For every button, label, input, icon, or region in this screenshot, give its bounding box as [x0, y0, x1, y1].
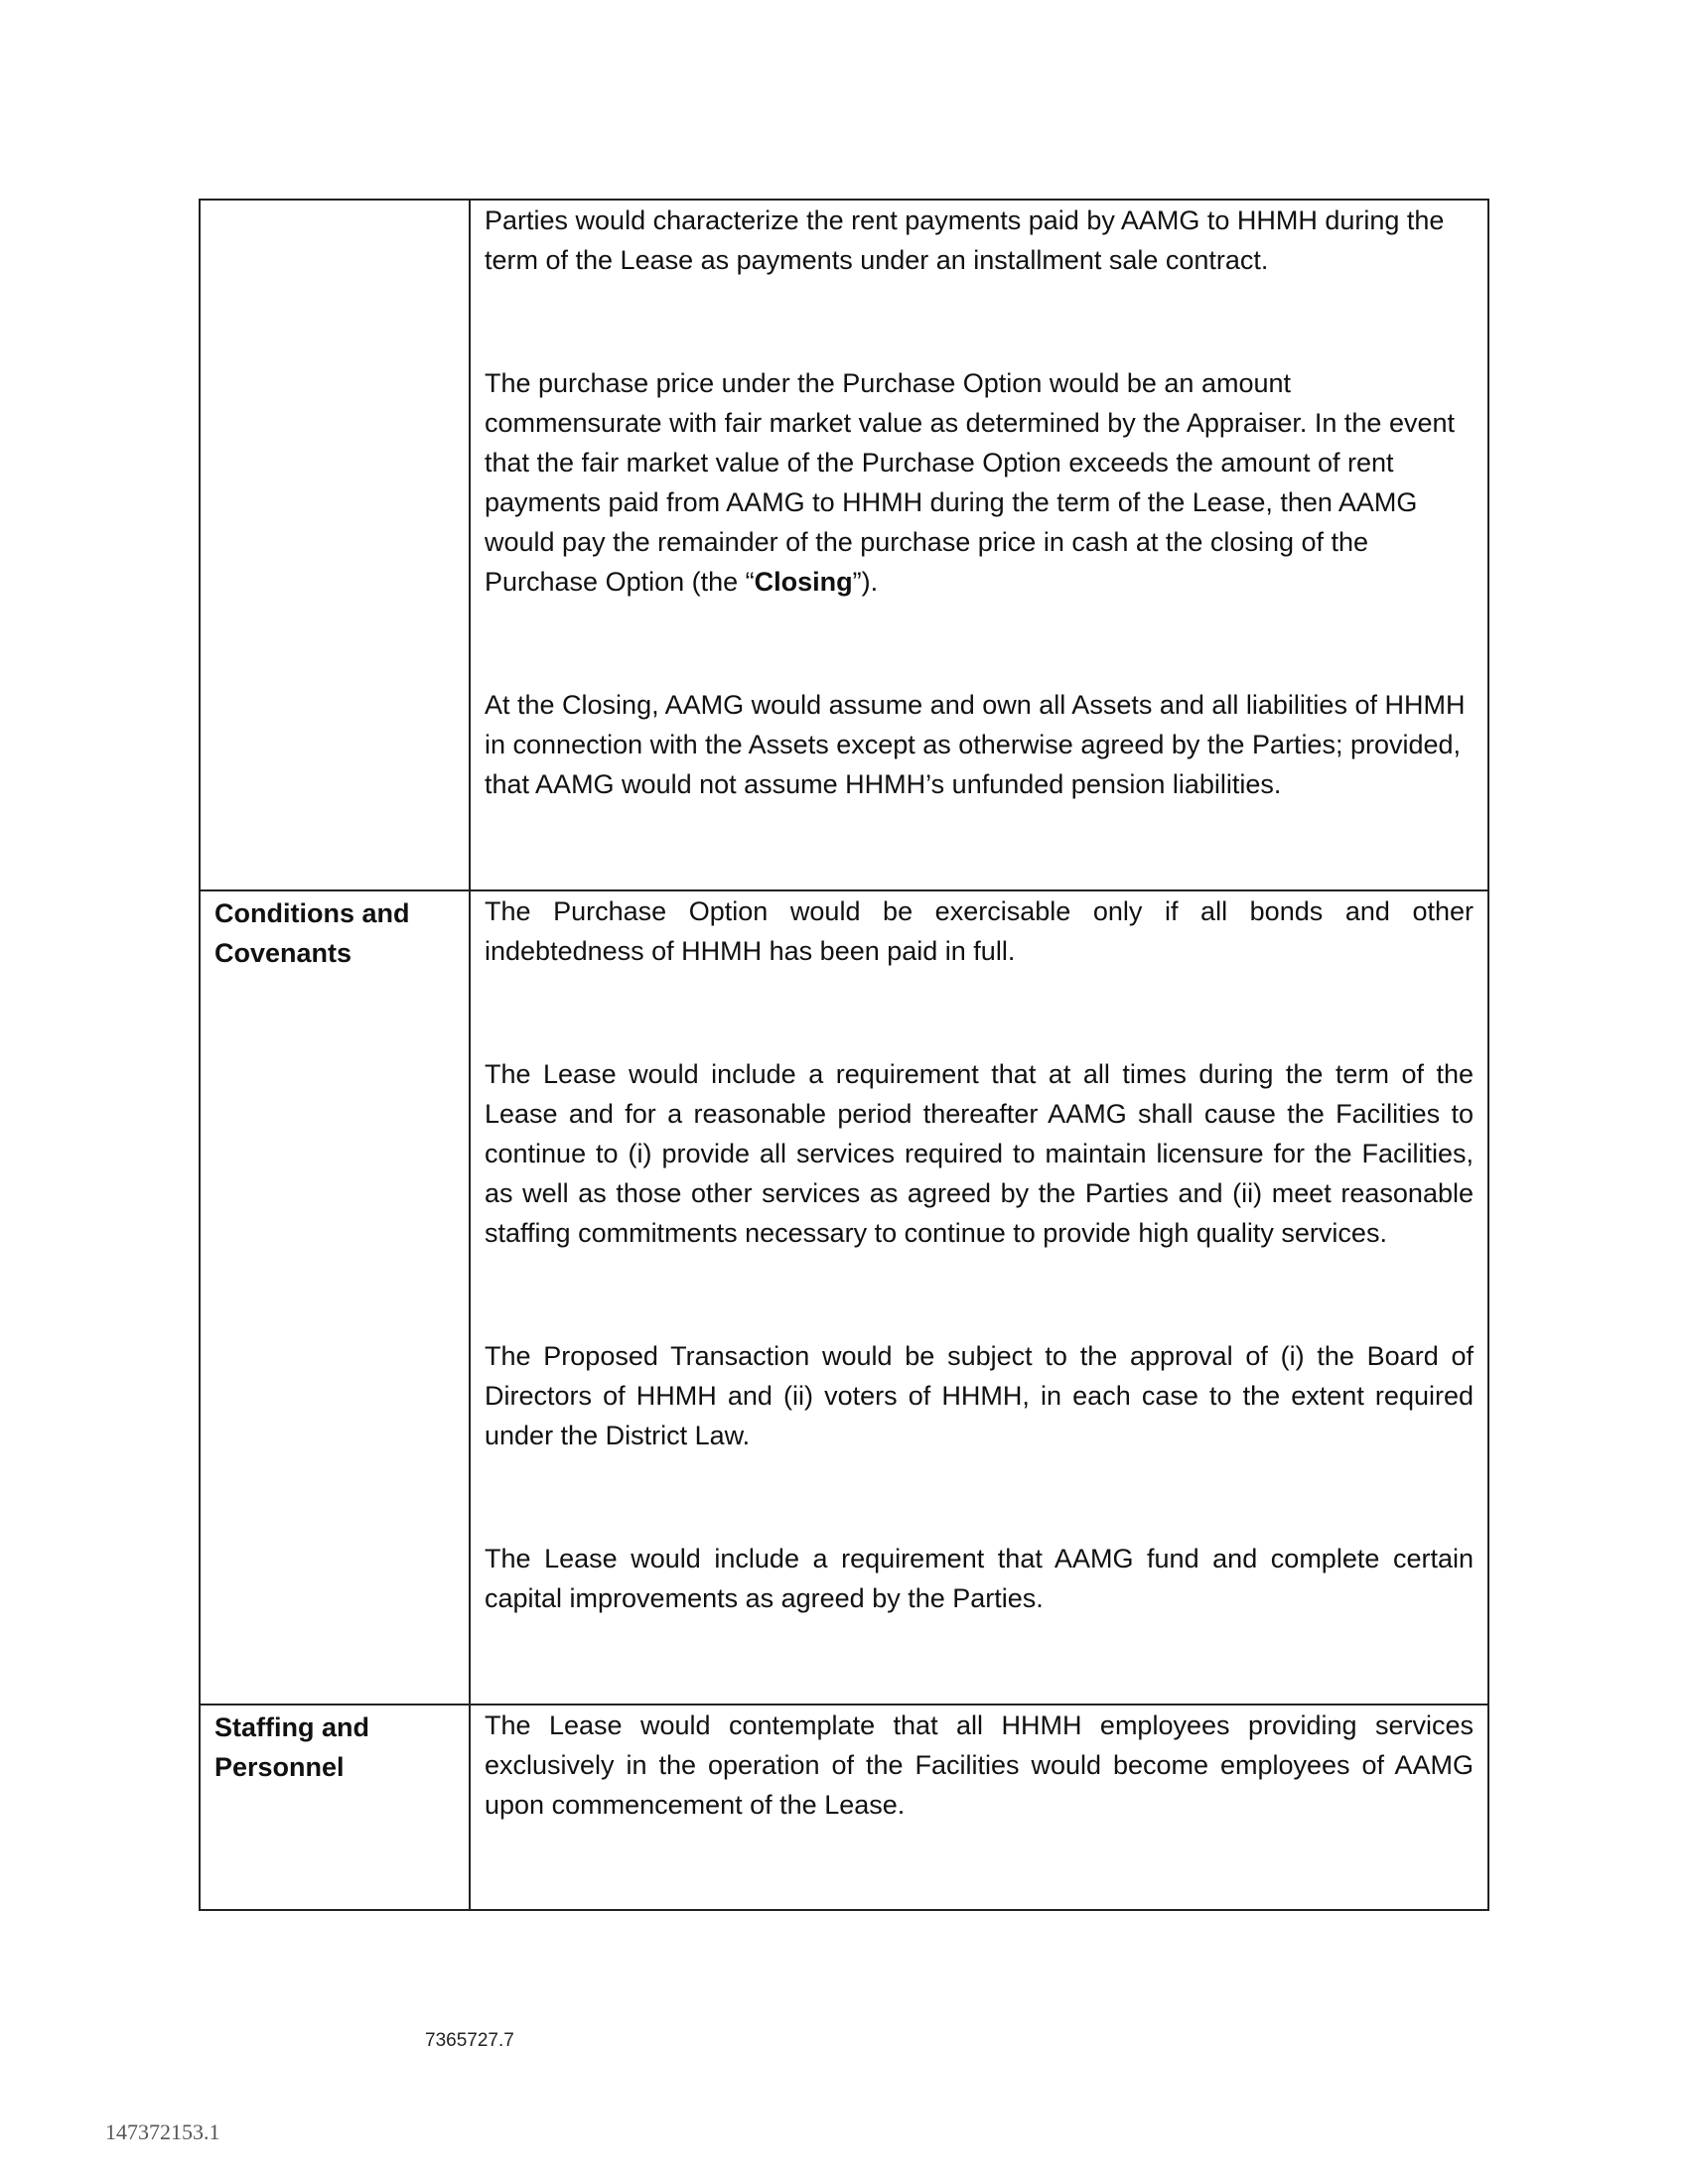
paragraph-employees: The Lease would contemplate that all HHMH employees providing services exclusively in the operation of the Facilities would become employees of AAMG upon commencement of the Lease.	[485, 1710, 1474, 1820]
row-label-conditions: Conditions and Covenants	[214, 898, 410, 968]
table-row	[200, 200, 1488, 890]
purchase-price-text: The purchase price under the Purchase Option would be an amount commensurate with fair market value as determined by the Appraiser. In the event that the fair market value of the Purchase Option exceeds the amount of rent payments paid from AAMG to HHMH during the term of the Lease, then AAMG would pay the remainder of the purchase price in cash at the closing of the Purchase Option (the “	[485, 368, 1455, 597]
paragraph-licensure: The Lease would include a requirement that at all times during the term of the Lease and for a reasonable period thereafter AAMG shall cause the Facilities to continue to (i) provide all services required to maintain licensure for the Facilities, as well as those other services as agreed by the Parties and (ii) meet reasonable staffing commitments necessary to continue to provide high quality services.	[485, 1059, 1474, 1248]
paragraph-approval: The Proposed Transaction would be subject to the approval of (i) the Board of Directors of HHMH and (ii) voters of HHMH, in each case to the extent required under the District Law.	[485, 1341, 1474, 1450]
row-content-cell	[470, 890, 1488, 1705]
row-content-cell	[470, 200, 1488, 890]
row-label-cell	[200, 890, 470, 1705]
row-content-cell	[470, 1705, 1488, 1910]
paragraph-purchase-price	[485, 363, 1474, 602]
document-number: 7365727.7	[425, 2030, 514, 2051]
paragraph-capital-improvements: The Lease would include a requirement that AAMG fund and complete certain capital improvements as agreed by the Parties.	[485, 1544, 1474, 1613]
table-row	[200, 1705, 1488, 1910]
table-row	[200, 890, 1488, 1705]
row-label-cell	[200, 1705, 470, 1910]
row-label-cell	[200, 200, 470, 890]
row-label-staffing: Staffing and Personnel	[214, 1712, 369, 1782]
closing-term: Closing	[754, 567, 853, 597]
paragraph-exercisable: The Purchase Option would be exercisable only if all bonds and other indebtedness of HHMH has been paid in full.	[485, 896, 1474, 966]
closing-term-suffix: ”).	[852, 567, 879, 597]
file-number: 147372153.1	[105, 2119, 220, 2144]
paragraph-closing-assets: At the Closing, AAMG would assume and own all Assets and all liabilities of HHMH in connection with the Assets except as otherwise agreed by the Parties; provided, that AAMG would not assume HHMH’s unfunded pension liabilities.	[485, 690, 1466, 799]
paragraph-installment-sale: Parties would characterize the rent payments paid by AAMG to HHMH during the term of the Lease as payments under an installment sale contract.	[485, 205, 1445, 275]
term-sheet-table	[199, 199, 1489, 1911]
